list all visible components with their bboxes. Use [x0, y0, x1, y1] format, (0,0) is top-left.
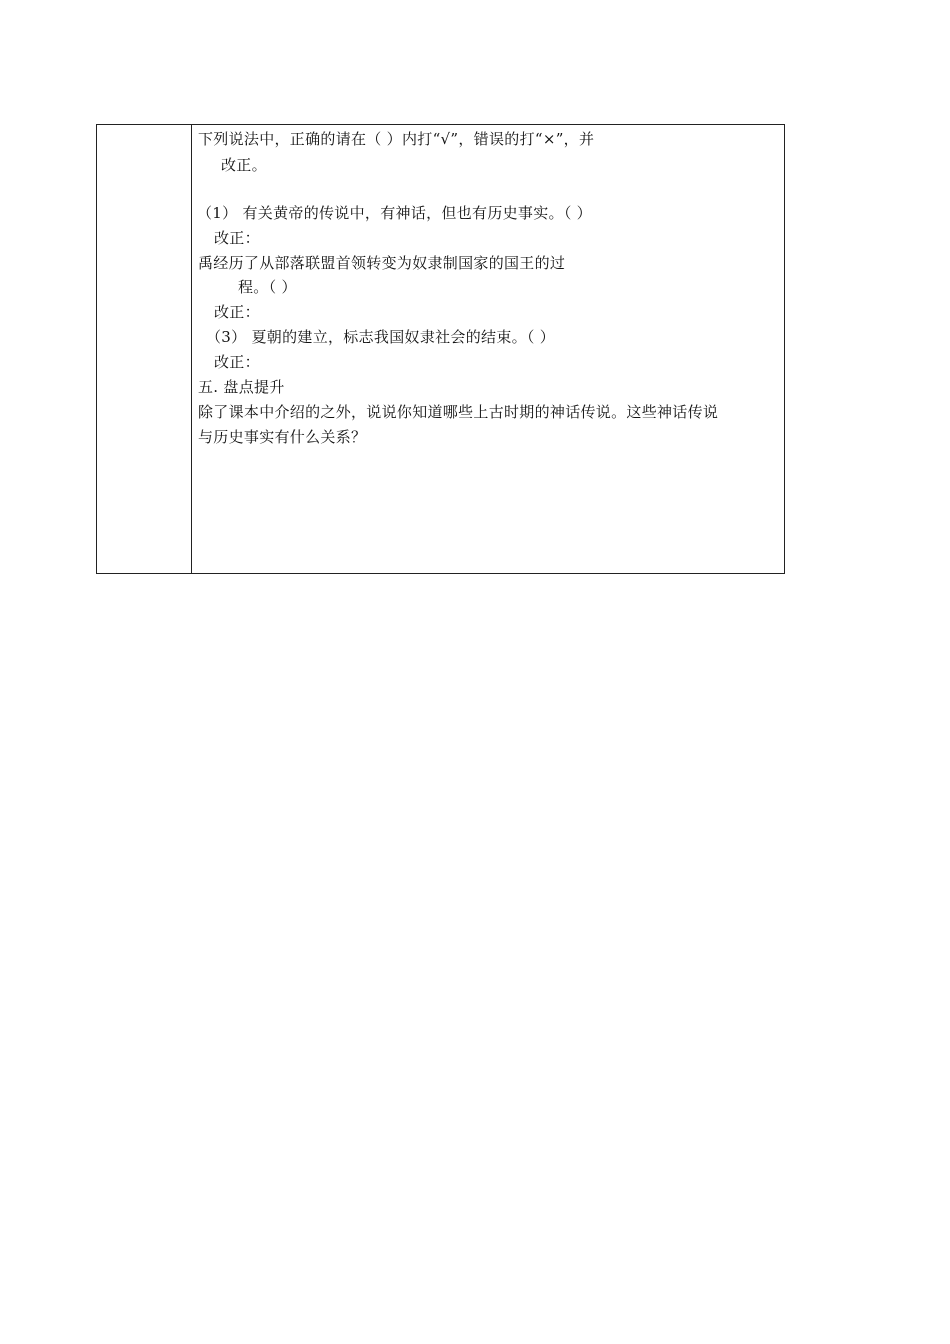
item-1: （1） 有关黄帝的传说中，有神话，但也有历史事实。（ ）	[197, 204, 592, 222]
item-2-line-2: 程。（ ）	[238, 278, 297, 296]
item-2-line-1: 禹经历了从部落联盟首领转变为奴隶制国家的国王的过	[198, 254, 566, 272]
question-line-2: 与历史事实有什么关系？	[198, 428, 367, 446]
label-column	[97, 125, 192, 573]
item-3-correction: 改正：	[214, 353, 260, 371]
content-column	[192, 125, 784, 573]
section-heading: 五. 盘点提升	[198, 378, 285, 396]
item-1-correction: 改正：	[214, 229, 260, 247]
question-line-1: 除了课本中介绍的之外，说说你知道哪些上古时期的神话传说。这些神话传说	[198, 403, 719, 421]
item-3: （3） 夏朝的建立，标志我国奴隶社会的结束。（ ）	[206, 328, 556, 346]
worksheet-table	[96, 124, 785, 574]
instruction-line-1: 下列说法中，正确的请在（ ）内打“√”，错误的打“×”，并	[198, 130, 595, 148]
item-2-correction: 改正：	[214, 303, 260, 321]
instruction-line-2: 改正。	[221, 156, 267, 174]
